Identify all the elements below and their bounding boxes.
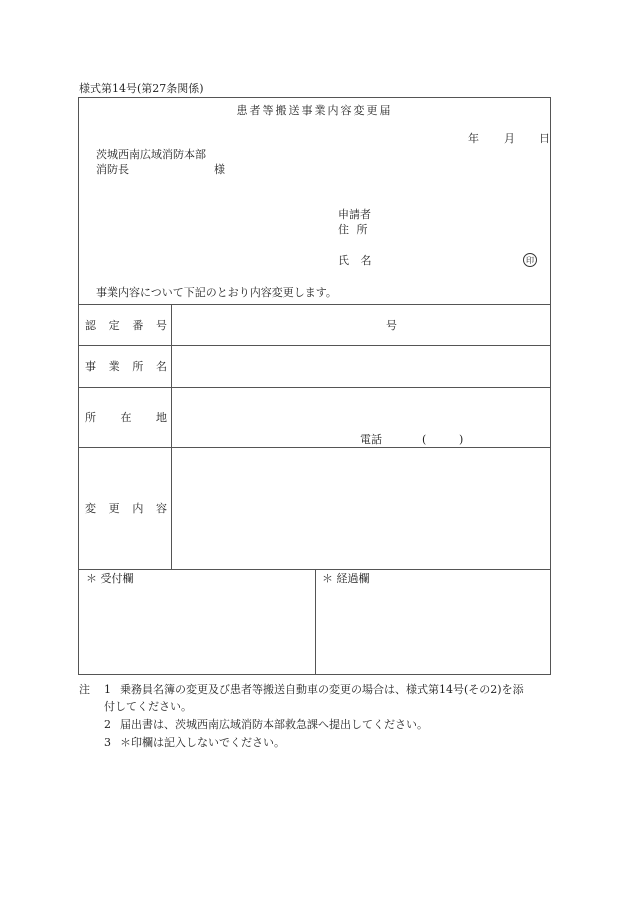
progress-label: ＊ 経過欄	[322, 572, 370, 585]
name-label: 氏 名	[338, 254, 372, 267]
addressee-honorific: 様	[214, 163, 225, 176]
row-divider	[79, 345, 550, 346]
addressee-title: 消防長	[96, 163, 129, 176]
note-2-text: 届出書は、茨城西南広域消防本部救急課へ提出してください。	[120, 718, 428, 731]
phone-paren-open: (	[422, 433, 427, 446]
notes-prefix: 注	[79, 683, 90, 696]
date-year: 年	[468, 132, 479, 145]
applicant-label: 申請者	[338, 208, 371, 221]
date-month: 月	[504, 132, 515, 145]
note-1-text: 乗務員名簿の変更及び患者等搬送自動車の変更の場合は、様式第14号(その2)を添	[120, 683, 524, 696]
change-notification-form	[78, 97, 551, 675]
note-2-number: 2	[104, 718, 111, 731]
change-content-field[interactable]	[173, 449, 545, 567]
seal-mark-icon: 印	[523, 253, 537, 267]
reception-column-divider	[315, 569, 316, 675]
statement-text: 事業内容について下記のとおり内容変更します。	[96, 286, 337, 299]
change-content-label: 変 更 内 容	[85, 502, 167, 515]
location-label: 所 在 地	[85, 411, 167, 424]
row-divider	[79, 304, 550, 305]
form-title: 患者等搬送事業内容変更届	[236, 104, 393, 117]
note-1-text-continued: 付してください。	[104, 700, 192, 713]
note-3-text: ＊印欄は記入しないでください。	[120, 736, 285, 749]
addressee-organization: 茨城西南広域消防本部	[96, 148, 206, 161]
row-divider	[79, 447, 550, 448]
phone-label: 電話	[360, 433, 382, 446]
location-field[interactable]	[173, 389, 545, 445]
phone-paren-close: )	[459, 433, 464, 446]
form-number: 様式第14号(第27条関係)	[79, 82, 204, 95]
label-column-divider	[171, 304, 172, 569]
note-1-number: 1	[104, 683, 111, 696]
row-divider	[79, 387, 550, 388]
office-name-label: 事 業 所 名	[85, 360, 167, 373]
reception-label: ＊ 受付欄	[86, 572, 134, 585]
address-label: 住 所	[338, 223, 368, 236]
cert-number-suffix: 号	[386, 319, 397, 332]
date-day: 日	[539, 132, 550, 145]
note-3-number: 3	[104, 736, 111, 749]
cert-number-field[interactable]	[173, 306, 545, 343]
office-name-field[interactable]	[173, 347, 545, 385]
cert-number-label: 認 定 番 号	[85, 319, 167, 332]
